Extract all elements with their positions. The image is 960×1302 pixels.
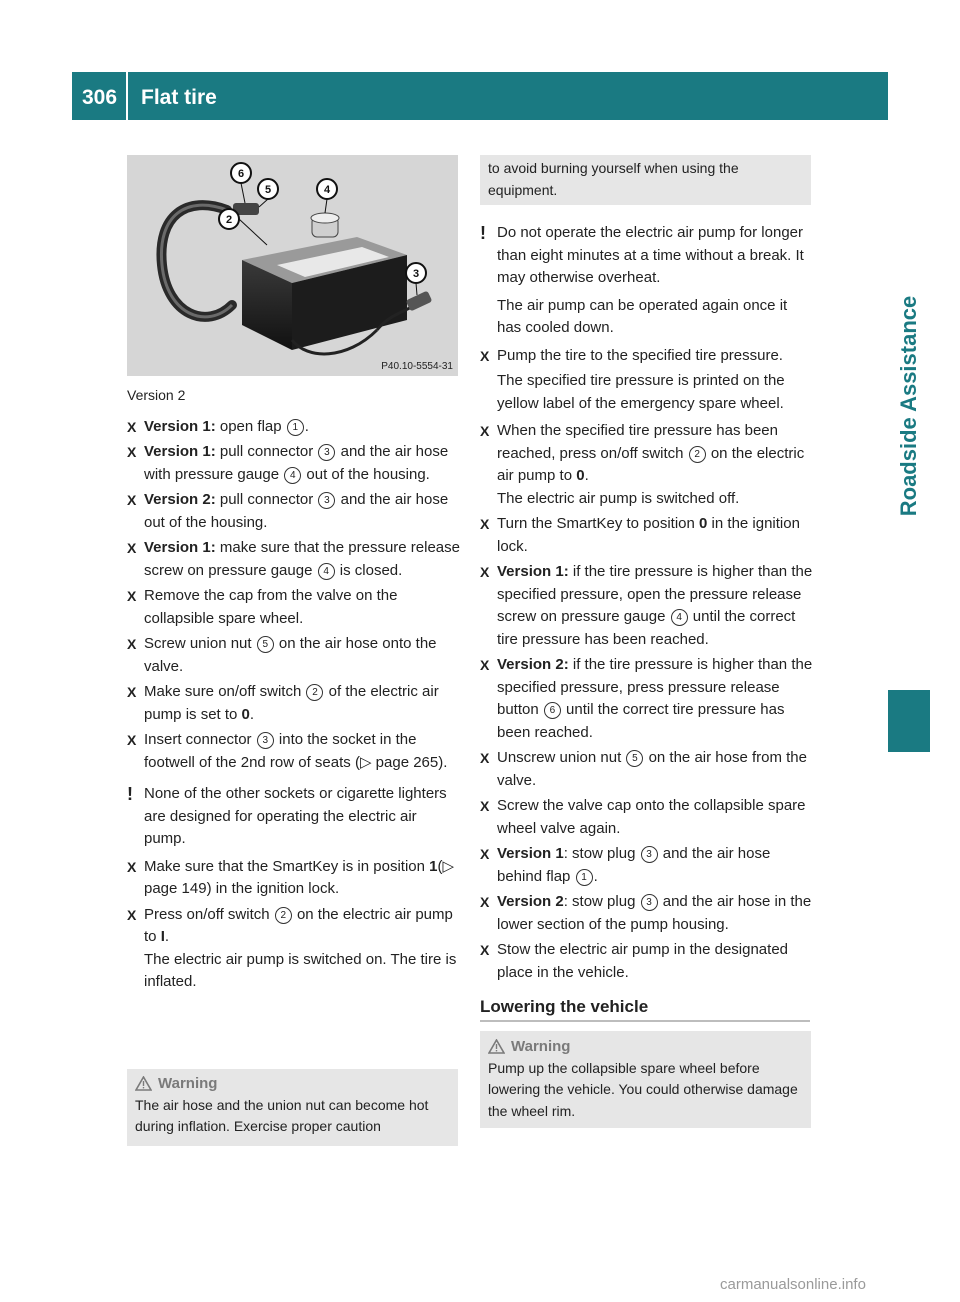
step-item: X Make sure on/off switch 2 of the electric air pump is set to 0.: [127, 683, 439, 723]
warning-title: Warning: [488, 1036, 803, 1058]
caution-note: ! None of the other sockets or cigarette lighters are designed for operating the electric air pump.: [127, 784, 447, 847]
warning-triangle-icon: [488, 1039, 505, 1054]
arrow-icon: X: [127, 732, 137, 748]
step-item: X Version 2: if the tire pressure is higher than the specified pressure, press pressure release button 6 until the correct tire pressure has been reached.: [480, 656, 813, 741]
warning-text: The air hose and the union nut can become hot during inflation. Exercise proper caution: [135, 1096, 429, 1134]
arrow-icon: X: [127, 540, 137, 556]
step-item: X Make sure that the SmartKey is in position 1(▷ page 149) in the ignition lock.: [127, 857, 455, 897]
figure-code: P40.10-5554-31: [381, 361, 453, 372]
warning-box: [480, 1031, 811, 1128]
caution-note: ! Do not operate the electric air pump for longer than eight minutes at a time without a break. It may otherwise overheat.: [480, 223, 804, 286]
arrow-icon: X: [127, 684, 137, 700]
step-item: X Screw the valve cap onto the collapsible spare wheel valve again.: [480, 797, 806, 837]
step-item: X Version 2: stow plug 3 and the air hose in the lower section of the pump housing.: [480, 893, 812, 933]
figure-caption: Version 2: [127, 387, 186, 403]
watermark: carmanualsonline.info: [720, 1276, 866, 1293]
callout-3: 3: [412, 268, 420, 280]
side-tab-marker: [888, 690, 930, 752]
callout-6: 6: [237, 168, 245, 180]
arrow-icon: X: [480, 942, 490, 958]
step-item: X Version 1: open flap 1 .: [127, 416, 462, 439]
step-paragraph: The specified tire pressure is printed on the yellow label of the emergency spare wheel.: [497, 372, 785, 412]
warning-box: [127, 1069, 458, 1146]
arrow-icon: X: [480, 657, 490, 673]
page-title: Flat tire: [141, 86, 217, 109]
step-item: X Screw union nut 5 on the air hose onto the valve.: [127, 635, 437, 675]
step-item: X When the specified tire pressure has been reached, press on/off switch 2 on the electric air pump to 0. The electric air pump is switched off.: [480, 422, 805, 507]
arrow-icon: X: [480, 564, 490, 580]
arrow-icon: X: [127, 636, 137, 652]
step-item: X Pump the tire to the specified tire pressure.: [480, 345, 814, 368]
step-item: X Version 1: make sure that the pressure release screw on pressure gauge 4 is closed.: [127, 539, 460, 579]
callout-5: 5: [264, 184, 272, 196]
step-item: X Version 1: if the tire pressure is higher than the specified pressure, open the pressure release screw on pressure gauge 4 until the correct tire pressure has been reached.: [480, 563, 813, 648]
arrow-icon: X: [127, 418, 137, 435]
arrow-icon: X: [480, 750, 490, 766]
warning-title: Warning: [135, 1073, 450, 1095]
arrow-icon: X: [480, 894, 490, 910]
exclamation-icon: !: [480, 223, 486, 243]
side-tab-label: Roadside Assistance: [896, 295, 921, 517]
arrow-icon: X: [480, 846, 490, 862]
side-tab: [888, 72, 930, 740]
arrow-icon: X: [127, 588, 137, 604]
arrow-icon: X: [127, 906, 137, 923]
callout-4: 4: [323, 184, 331, 196]
step-item: X Version 1: pull connector 3 and the air hose with pressure gauge 4 out of the housing.: [127, 443, 449, 483]
step-item: X Stow the electric air pump in the designated place in the vehicle.: [480, 941, 788, 981]
exclamation-icon: !: [127, 784, 133, 804]
arrow-icon: X: [480, 423, 490, 439]
step-item: X Version 1: stow plug 3 and the air hose behind flap 1 .: [480, 845, 771, 885]
step-item: X Turn the SmartKey to position 0 in the ignition lock.: [480, 515, 800, 555]
arrow-icon: X: [127, 444, 137, 460]
note-paragraph: The air pump can be operated again once it has cooled down.: [497, 296, 788, 336]
arrow-icon: X: [480, 516, 490, 532]
step-item: X Remove the cap from the valve on the collapsible spare wheel.: [127, 587, 398, 627]
arrow-icon: X: [127, 858, 137, 875]
warning-triangle-icon: [135, 1076, 152, 1091]
section-heading: Lowering the vehicle: [480, 997, 810, 1022]
right-column: [480, 222, 814, 987]
compressor-illustration: [127, 155, 458, 376]
step-item: X Insert connector 3 into the socket in the footwell of the 2nd row of seats (▷ page 265).: [127, 731, 448, 771]
compressor-photo: [127, 155, 458, 376]
step-item: X Unscrew union nut 5 on the air hose from the valve.: [480, 749, 807, 789]
warning-text-continued: to avoid burning yourself when using the equipment.: [488, 160, 739, 198]
warning-text: Pump up the collapsible spare wheel before lowering the vehicle. You could otherwise damage the wheel rim.: [488, 1059, 798, 1119]
arrow-icon: X: [127, 492, 137, 508]
step-item: X Press on/off switch 2 on the electric air pump to I. The electric air pump is switched on. The tire is inflated.: [127, 905, 457, 990]
arrow-icon: X: [480, 347, 490, 364]
header-divider: [126, 72, 128, 120]
page-number: 306: [82, 86, 118, 109]
arrow-icon: X: [480, 798, 490, 814]
left-column: [127, 384, 462, 997]
callout-2: 2: [225, 214, 233, 226]
step-item: X Version 2: pull connector 3 and the air hose out of the housing.: [127, 491, 449, 531]
warning-box-continued: [480, 155, 811, 205]
